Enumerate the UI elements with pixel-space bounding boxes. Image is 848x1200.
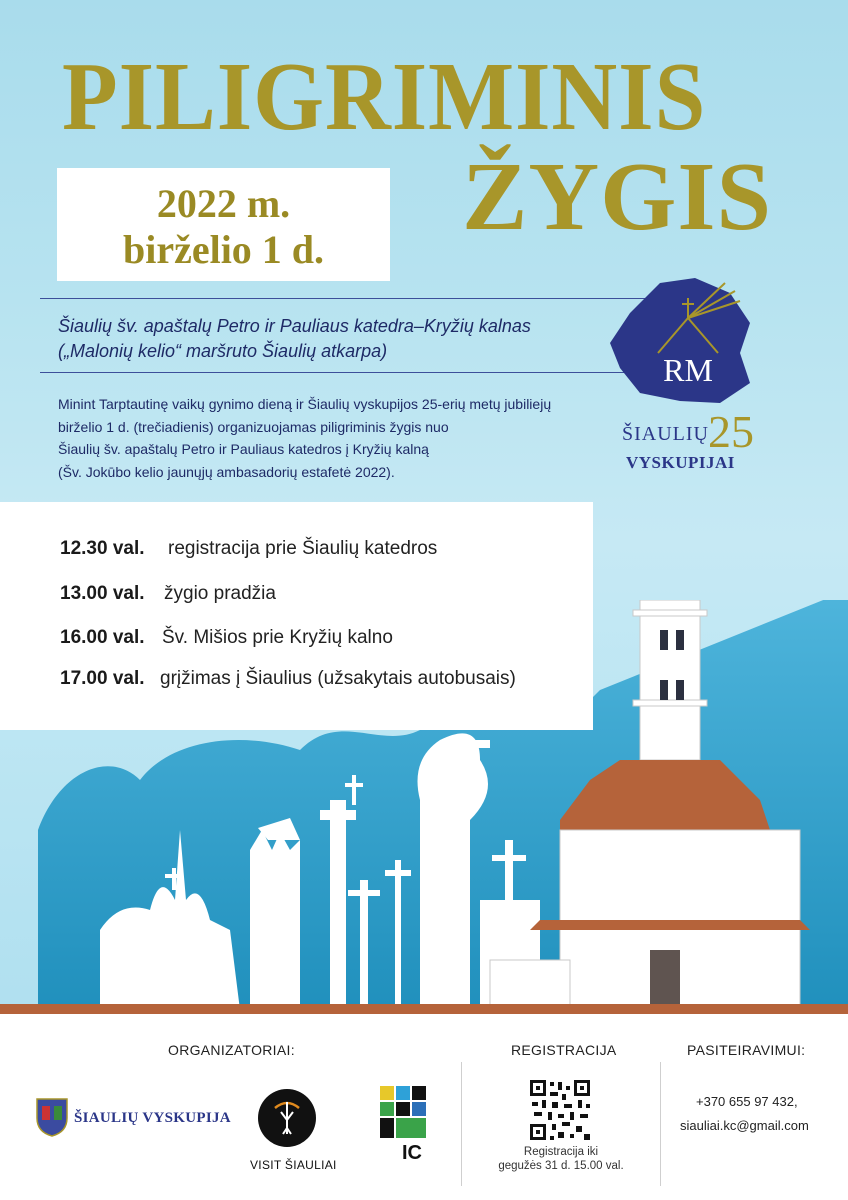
schedule-time: 12.30 val. — [60, 538, 145, 559]
ground-line — [0, 1004, 848, 1014]
footer — [0, 1014, 848, 1200]
visit-siauliai-logo-icon — [257, 1088, 317, 1148]
schedule-desc: grįžimas į Šiaulius (užsakytais autobusais) — [160, 668, 516, 689]
schedule-desc: žygio pradžia — [164, 583, 276, 604]
registration-note-line1: Registracija iki — [523, 1146, 599, 1158]
date-day: birželio 1 d. — [122, 227, 325, 272]
jubilee-number: 25 — [708, 406, 754, 457]
footer-divider — [461, 1062, 462, 1186]
intro-text — [58, 393, 551, 483]
contact-phone[interactable]: +370 655 97 432, — [696, 1094, 798, 1109]
registration-heading: REGISTRACIJA — [511, 1042, 617, 1058]
route-line2: („Malonių kelio“ maršruto Šiaulių atkarpa) — [58, 341, 388, 361]
diocese-crest-icon — [34, 1096, 70, 1138]
route-line1: Šiaulių šv. apaštalų Petro ir Pauliaus katedra–Kryžių kalnas — [58, 316, 531, 336]
diocese-map-icon — [600, 273, 776, 413]
schedule-box — [0, 502, 593, 730]
intro-line2: birželio 1 d. (trečiadienis) organizuojamas piligriminis žygis nuo — [58, 418, 449, 435]
main-title-line2: ŽYGIS — [462, 143, 773, 251]
intro-line1: Minint Tarptautinę vaikų gynimo dieną ir Šiaulių vyskupijos 25-erių metų jubiliejų — [58, 396, 552, 412]
qr-code-icon[interactable] — [528, 1078, 592, 1142]
organizers-heading: ORGANIZATORIAI: — [168, 1042, 295, 1058]
contact-email[interactable]: siauliai.kc@gmail.com — [680, 1118, 809, 1133]
registration-note-line2: gegužės 31 d. 15.00 val. — [498, 1160, 624, 1172]
contact-heading: PASITEIRAVIMUI: — [687, 1042, 806, 1058]
schedule-time: 16.00 val. — [60, 627, 145, 648]
intro-line4: (Šv. Jokūbo kelio jaunųjų ambasadorių estafetė 2022). — [58, 463, 395, 480]
jubilee-caption-line1: ŠIAULIŲ — [622, 423, 709, 445]
divider-top — [40, 298, 660, 299]
date-box — [57, 168, 390, 281]
divider-bottom — [40, 372, 640, 373]
org2-name: VISIT ŠIAULIAI — [250, 1158, 337, 1172]
monogram-text: RM — [663, 352, 713, 388]
date-year: 2022 m. — [156, 181, 291, 226]
intro-line3: Šiaulių šv. apaštalų Petro ir Pauliaus katedros į Kryžių kalną — [58, 441, 429, 457]
jubilee-caption-line2: VYSKUPIJAI — [626, 453, 735, 472]
footer-divider — [660, 1062, 661, 1186]
jubilee-logo — [600, 273, 776, 483]
schedule-time: 13.00 val. — [60, 583, 145, 604]
org1-name: ŠIAULIŲ VYSKUPIJA — [74, 1110, 231, 1126]
ic-logo-icon — [378, 1084, 428, 1140]
route-description — [58, 314, 531, 364]
org3-name: IC — [402, 1142, 422, 1164]
schedule-desc: Šv. Mišios prie Kryžių kalno — [162, 627, 393, 648]
schedule-desc: registracija prie Šiaulių katedros — [168, 538, 438, 559]
main-title-line1: PILIGRIMINIS — [62, 43, 707, 151]
schedule-time: 17.00 val. — [60, 668, 145, 689]
